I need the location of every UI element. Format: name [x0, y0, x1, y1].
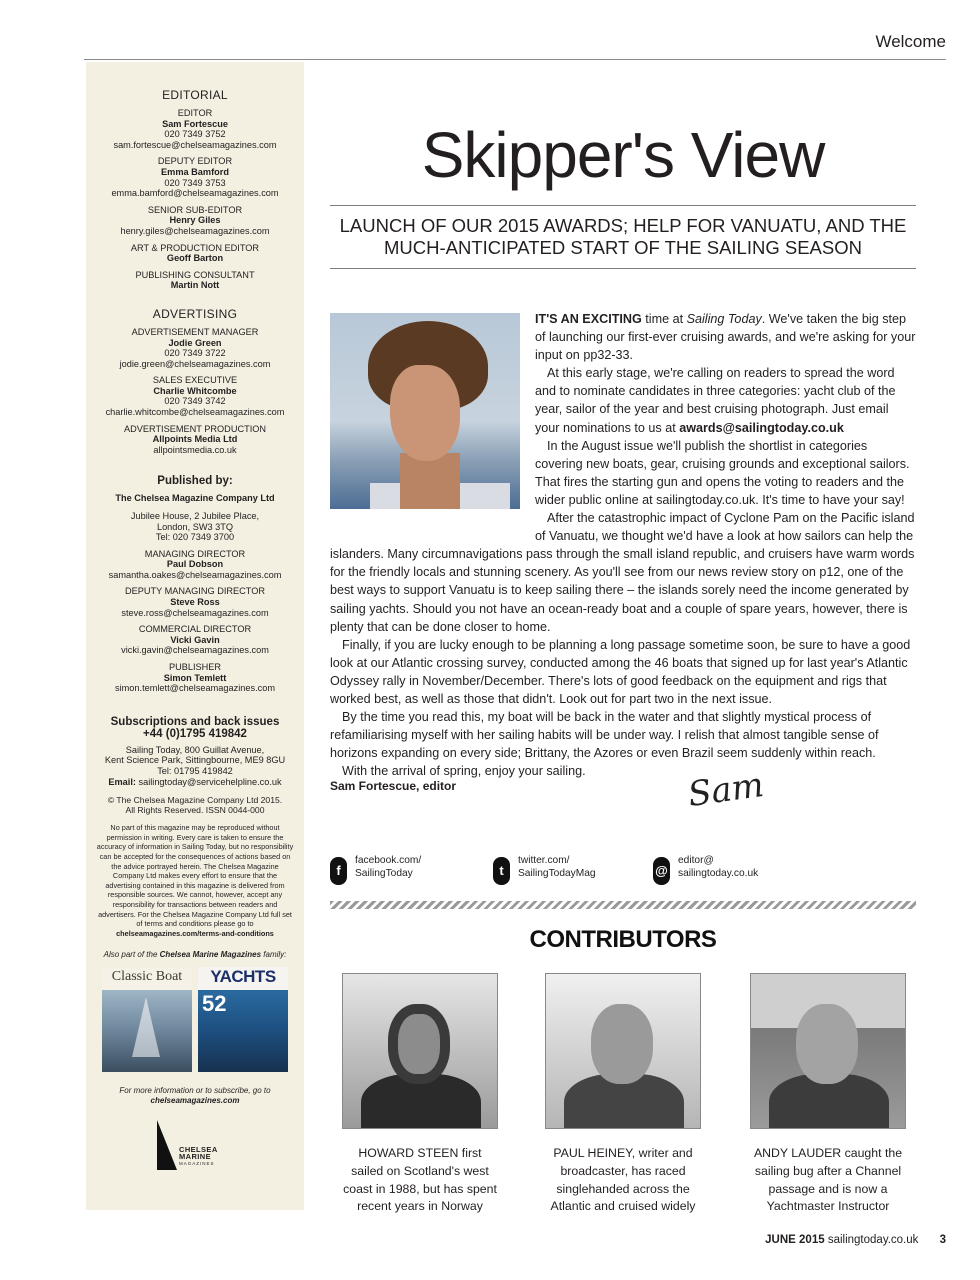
link-line: sailingtoday.co.uk — [678, 867, 759, 879]
contributors-heading: CONTRIBUTORS — [529, 926, 717, 953]
staff-name: Steve Ross — [170, 597, 220, 608]
photo-head — [796, 1004, 858, 1084]
contributor-caption — [545, 1145, 701, 1216]
staff-phone: 020 7349 3752 — [164, 129, 226, 140]
staff-contact-link[interactable]: simon.temlett@chelseamagazines.com — [115, 683, 275, 694]
photo-head — [388, 1004, 450, 1084]
contributor-photo-paul — [545, 973, 701, 1129]
staff-role: SALES EXECUTIVE — [152, 375, 238, 386]
family-line — [86, 950, 304, 959]
family-pre: Also part of the — [103, 950, 158, 960]
twitter-text — [518, 855, 596, 880]
subscriptions-heading — [86, 716, 304, 741]
staff-entry — [86, 243, 304, 264]
staff-entry — [86, 586, 304, 618]
signoff: Sam Fortescue, editor — [330, 779, 457, 793]
staff-phone: 020 7349 3722 — [164, 348, 226, 359]
advertising-heading: ADVERTISING — [152, 306, 238, 321]
staff-role: ADVERTISEMENT PRODUCTION — [123, 423, 267, 434]
staff-contact-link[interactable]: henry.giles@chelseamagazines.com — [120, 225, 270, 236]
staff-name: Allpoints Media Ltd — [152, 434, 238, 445]
masthead-sidebar — [86, 62, 304, 1210]
email-text — [678, 855, 758, 880]
page-title: Skipper's View — [421, 119, 825, 191]
publisher-company: The Chelsea Magazine Company Ltd — [115, 493, 275, 504]
yachts-yachting-cover[interactable] — [198, 967, 288, 1072]
staff-role: DEPUTY MANAGING DIRECTOR — [124, 586, 266, 597]
title-rule — [330, 205, 916, 206]
link-line: SailingToday — [355, 867, 413, 879]
staff-role: ART & PRODUCTION EDITOR — [130, 242, 260, 253]
contributor-photo-andy — [750, 973, 906, 1129]
footer-site: sailingtoday.co.uk — [827, 1234, 919, 1246]
legal-text: No part of this magazine may be reproduced without permission in writing. Every care is taken to ensure the accuracy of information in Sailing Today, but no responsibility can be accepted for the consequences of actions based on the advice portrayed herein. The Chelsea Magazine Company Ltd makes every effort to ensure that the advertising contained in this magazine is delivered from responsible sources. We cannot, however, accept any responsibility for transactions between readers and advertisers. For the Chelsea Magazine Company Ltd full set of terms and conditions please go to — [96, 823, 294, 929]
subscriptions-phone: +44 (0)1795 419842 — [143, 728, 247, 741]
chelsea-marine-logo — [135, 1118, 255, 1176]
paragraph: After the catastrophic impact of Cyclone Pam on the Pacific island of Vanuatu, we thought we'd have a look at how sailors can help the islanders. Many circumnavigations pass through the small island republic, and cruisers have warm words for the friendly locals and stunning scenery. As you'll see from our news review story on p12, one of the best ways to support Vanuatu is to keep sailing there – the islands sorely need the income generated by sailing yachts. Should you not have an ocean-ready boat and a couple of spare years, however, there is plenty that can be done closer to home. — [330, 511, 915, 634]
contributor-name: HOWARD STEEN — [358, 1146, 459, 1160]
publisher-address — [86, 511, 304, 542]
staff-contact-link[interactable]: samantha.oakes@chelseamagazines.com — [108, 569, 282, 580]
link-line: editor@ — [678, 855, 714, 866]
page-number: 3 — [939, 1234, 946, 1246]
magazine-name: Sailing Today — [686, 312, 762, 326]
text-run: time at — [641, 312, 687, 326]
signature: Sam — [685, 764, 767, 816]
family-name: Chelsea Marine Magazines — [159, 950, 262, 960]
page-footer — [765, 1234, 946, 1246]
contributor-name: ANDY LAUDER — [753, 1146, 842, 1160]
legal-notice — [86, 823, 304, 938]
link-line: SailingTodayMag — [518, 867, 596, 879]
subscriptions-details — [86, 745, 304, 787]
staff-phone: 020 7349 3753 — [164, 177, 226, 188]
staff-role: SENIOR SUB-EDITOR — [147, 204, 243, 215]
subs-email-label: Email: — [108, 776, 136, 787]
staff-name: Charlie Whitcombe — [153, 385, 237, 396]
subs-line: Sailing Today, 800 Guillat Avenue, — [125, 744, 265, 755]
subs-line: Tel: 01795 419842 — [157, 765, 233, 776]
staff-contact-link[interactable]: allpointsmedia.co.uk — [153, 444, 237, 455]
email-link[interactable] — [653, 855, 758, 885]
staff-name: Paul Dobson — [166, 559, 224, 570]
contributor-caption — [342, 1145, 498, 1216]
magazine-covers — [86, 967, 304, 1072]
editorial-heading: EDITORIAL — [162, 88, 228, 102]
cover-title: YACHTS — [210, 967, 276, 987]
cover-title: Classic Boat — [111, 969, 183, 985]
facebook-icon: f — [330, 857, 347, 885]
issue-date: JUNE 2015 — [765, 1234, 825, 1246]
contributor-bio: caught the sailing bug after a Channel passage and is now a Yachtmaster Instructor — [754, 1146, 903, 1214]
paragraph: With the arrival of spring, enjoy your sailing. — [342, 764, 586, 779]
contributor-bio: first sailed on Scotland's west coast in 1988, but has spent recent years in Norway — [343, 1146, 497, 1214]
cover-number: 52 — [202, 991, 227, 1017]
paragraph: Finally, if you are lucky enough to be planning a long passage sometime soon, be sure to have a good look at our Atlantic crossing survey, conducted among the 46 boats that signed up for last year's Atlantic Odyssey rally in November/December. There's lots of good feedback on the equipment and rigs that worked best, as well as those that didn't. Look out for part two in the next issue. — [330, 637, 911, 706]
paragraph: By the time you read this, my boat will be back in the water and that slightly mystical process of refamiliarising myself with her sailing habits will be under way. I relish that almost tangible sense of horizons expanding on every side; Brittany, the Azores or even Brazil seem suddenly within reach. — [330, 710, 879, 761]
staff-role: PUBLISHER — [168, 662, 222, 672]
photo-spacer — [330, 310, 535, 528]
staff-role: DEPUTY EDITOR — [157, 156, 233, 167]
staff-contact-link[interactable]: vicki.gavin@chelseamagazines.com — [121, 645, 269, 656]
contributor-photo-howard — [342, 973, 498, 1129]
rope-divider — [330, 901, 916, 909]
twitter-icon: t — [493, 857, 510, 885]
copyright — [86, 795, 304, 815]
article-body — [330, 310, 916, 780]
facebook-text — [355, 855, 421, 880]
subs-line: Kent Science Park, Sittingbourne, ME9 8GU — [104, 755, 286, 766]
staff-entry — [86, 327, 304, 369]
staff-contact-link[interactable]: steve.ross@chelseamagazines.com — [121, 607, 269, 618]
published-heading: Published by: — [157, 475, 233, 488]
staff-phone: 020 7349 3742 — [164, 396, 226, 407]
staff-name: Emma Bamford — [161, 166, 229, 177]
section-label: Welcome — [875, 32, 946, 51]
staff-contact-link[interactable]: emma.bamford@chelseamagazines.com — [111, 188, 279, 199]
editorial-list — [86, 108, 304, 291]
family-post: family: — [263, 950, 287, 960]
staff-entry — [86, 205, 304, 237]
address-line: Tel: 020 7349 3700 — [155, 532, 235, 543]
contributor-name: PAUL HEINEY, — [553, 1146, 636, 1160]
staff-name: Simon Temlett — [163, 672, 227, 683]
email-icon: @ — [653, 857, 670, 885]
sail-image — [132, 997, 160, 1057]
more-info — [86, 1086, 304, 1106]
sail-logo-icon — [157, 1120, 177, 1170]
paragraph: In the August issue we'll publish the shortlist in categories covering new boats, gear, cruising grounds and exceptional sailors. That fires the starting gun and opens the voting to readers and the wider public online at sailingtoday.co.uk. It's time to have your say! — [535, 438, 910, 507]
staff-entry — [86, 156, 304, 198]
staff-contact-link[interactable]: sam.fortescue@chelseamagazines.com — [113, 139, 277, 150]
staff-entry — [86, 424, 304, 456]
more-info-link[interactable]: chelseamagazines.com — [150, 1096, 240, 1106]
text-run: At this early stage, we're calling on readers to spread the word and to nominate candidates in three categories: yacht club of the year, sailor of the year and best cruising photograph. Just email your nominations to us at — [535, 366, 896, 435]
logo-word: MAGAZINES — [179, 1161, 215, 1167]
standfirst-rule — [330, 268, 916, 269]
staff-entry — [86, 549, 304, 581]
lead-in: IT'S AN EXCITING — [535, 312, 642, 326]
staff-role: MANAGING DIRECTOR — [144, 548, 246, 559]
staff-name: Sam Fortescue — [162, 118, 228, 129]
advertising-list — [86, 327, 304, 456]
more-info-text: For more information or to subscribe, go to — [119, 1086, 271, 1096]
staff-name: Vicki Gavin — [170, 634, 220, 645]
staff-name: Geoff Barton — [166, 253, 224, 264]
classic-boat-cover[interactable] — [102, 967, 192, 1072]
subscriptions-title: Subscriptions and back issues — [110, 715, 280, 728]
address-line: Jubilee House, 2 Jubilee Place, — [130, 511, 260, 522]
header-rule — [84, 59, 946, 60]
copyright-line: © The Chelsea Magazine Company Ltd 2015. — [107, 795, 283, 806]
staff-name: Henry Giles — [169, 215, 221, 226]
logo-word: MARINE — [179, 1152, 211, 1162]
link-line: twitter.com/ — [518, 855, 570, 866]
address-line: London, SW3 3TQ — [156, 521, 234, 532]
logo-wordmark — [179, 1146, 218, 1167]
staff-entry — [86, 108, 304, 150]
staff-role: ADVERTISEMENT MANAGER — [131, 326, 259, 337]
awards-email[interactable]: awards@sailingtoday.co.uk — [679, 420, 844, 435]
subs-email[interactable]: sailingtoday@servicehelpline.co.uk — [138, 776, 282, 787]
text-run: . We've taken the big step of launching our first-ever cruising awards, and we're asking for your input on pp32-33. — [535, 312, 916, 363]
contributor-bio: writer and broadcaster, has raced singlehanded across the Atlantic and cruised widely — [550, 1146, 696, 1214]
staff-name: Martin Nott — [170, 280, 220, 291]
link-line: facebook.com/ — [355, 855, 422, 866]
copyright-line: All Rights Reserved. ISSN 0044-000 — [125, 805, 265, 816]
facebook-link[interactable] — [330, 855, 421, 885]
staff-role: COMMERCIAL DIRECTOR — [138, 624, 252, 635]
staff-entry — [86, 375, 304, 417]
twitter-link[interactable] — [493, 855, 596, 885]
contributor-caption — [750, 1145, 906, 1216]
staff-role: EDITOR — [177, 108, 213, 118]
management-list — [86, 549, 304, 694]
staff-contact-link[interactable]: charlie.whitcombe@chelseamagazines.com — [105, 407, 285, 418]
staff-name: Jodie Green — [168, 337, 222, 348]
staff-entry — [86, 624, 304, 656]
staff-role: PUBLISHING CONSULTANT — [135, 269, 255, 280]
staff-entry — [86, 270, 304, 291]
staff-entry — [86, 662, 304, 694]
terms-link[interactable]: chelseamagazines.com/terms-and-conditions — [116, 928, 274, 938]
logo-word: CHELSEA — [179, 1145, 218, 1155]
photo-head — [591, 1004, 653, 1084]
staff-contact-link[interactable]: jodie.green@chelseamagazines.com — [119, 358, 271, 369]
subs-email-line — [86, 777, 304, 788]
standfirst: LAUNCH OF OUR 2015 AWARDS; HELP FOR VANUATU, AND THE MUCH-ANTICIPATED START OF THE SAILING SEASON — [339, 215, 907, 258]
